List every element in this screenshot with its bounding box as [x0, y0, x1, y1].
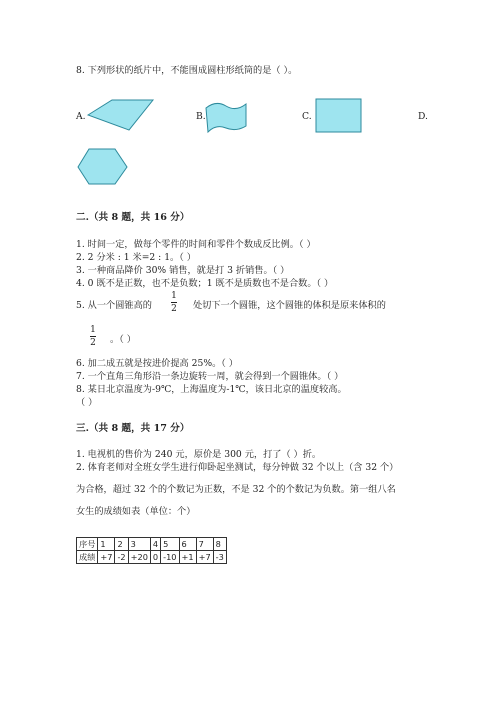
- fraction-one-half: [171, 291, 177, 314]
- wavy-paper-shape: [204, 100, 250, 136]
- table-cell: -2: [115, 551, 128, 564]
- question-8: 8. 下列形状的纸片中，不能围成圆柱形纸筒的是（ ）。: [76, 65, 298, 76]
- table-cell: 5: [161, 538, 179, 551]
- table-row: [77, 551, 227, 564]
- option-b-label: B.: [196, 111, 206, 122]
- table-header-cell: 成绩: [77, 551, 98, 564]
- fraction-denominator: 2: [171, 304, 177, 314]
- fraction-one-half-2: [90, 325, 96, 348]
- s3-question-2-line-1: 2. 体育老师对全班女学生进行仰卧起坐测试，每分钟做 32 个以上（含 32 个）: [76, 462, 399, 473]
- section-2-title: 二.（共 8 题，共 16 分）: [76, 212, 190, 223]
- fraction-denominator: 2: [90, 338, 96, 348]
- s3-question-1: 1. 电视机的售价为 240 元，原价是 300 元，打了（ ）折。: [76, 449, 322, 460]
- option-d-label: D.: [418, 111, 428, 122]
- table-cell: 4: [150, 538, 160, 551]
- table-cell: 0: [150, 551, 160, 564]
- table-cell: +20: [128, 551, 150, 564]
- table-cell: 7: [196, 538, 213, 551]
- option-a-label: A.: [76, 111, 86, 122]
- fraction-bar: [171, 302, 177, 303]
- s2-question-5-middle: 处切下一个圆锥，这个圆锥的体积是原来体积的: [193, 300, 386, 311]
- s3-question-2-line-3: 女生的成绩如表（单位：个）: [76, 506, 196, 517]
- fraction-numerator: 1: [171, 291, 177, 301]
- fraction-bar: [90, 336, 96, 337]
- score-table: [76, 537, 227, 564]
- section-3-title: 三.（共 8 题，共 17 分）: [76, 423, 190, 434]
- s2-question-8: 8. 某日北京温度为-9℃，上海温度为-1℃，该日北京的温度较高。: [76, 384, 347, 395]
- s2-question-8-blank: （ ）: [76, 397, 98, 408]
- s2-question-7: 7. 一个直角三角形沿一条边旋转一周，就会得到一个圆锥体。（ ）: [76, 371, 344, 382]
- table-header-cell: 序号: [77, 538, 98, 551]
- s2-question-1: 1. 时间一定，做每个零件的时间和零件个数成反比例。（ ）: [76, 239, 316, 250]
- s2-question-4: 4. 0 既不是正数，也不是负数；1 既不是质数也不是合数。（ ）: [76, 278, 334, 289]
- s2-question-5-end: 。（ ）: [110, 334, 136, 345]
- rectangle-shape: [315, 98, 363, 134]
- table-cell: -10: [161, 551, 179, 564]
- table-cell: +7: [98, 551, 115, 564]
- option-c-label: C.: [302, 111, 312, 122]
- s2-question-6: 6. 加二成五就是按进价提高 25%。（ ）: [76, 358, 238, 369]
- s2-question-5-start: 5. 从一个圆锥高的: [76, 300, 152, 311]
- table-cell: +1: [179, 551, 196, 564]
- table-cell: 3: [128, 538, 150, 551]
- table-row: [77, 538, 227, 551]
- table-cell: 8: [213, 538, 226, 551]
- s3-question-2-line-2: 为合格，超过 32 个的个数记为正数，不是 32 个的个数记为负数。第一组八名: [76, 484, 396, 495]
- table-cell: 2: [115, 538, 128, 551]
- table-cell: 1: [98, 538, 115, 551]
- fraction-numerator: 1: [90, 325, 96, 335]
- table-cell: +7: [196, 551, 213, 564]
- s2-question-3: 3. 一种商品降价 30% 销售，就是打 3 折销售。（ ）: [76, 265, 290, 276]
- rhombus-shape: [87, 98, 157, 132]
- hexagon-shape: [77, 148, 129, 186]
- s2-question-2: 2. 2 分米 : 1 米=2 : 1。（ ）: [76, 252, 196, 263]
- table-cell: -3: [213, 551, 226, 564]
- table-cell: 6: [179, 538, 196, 551]
